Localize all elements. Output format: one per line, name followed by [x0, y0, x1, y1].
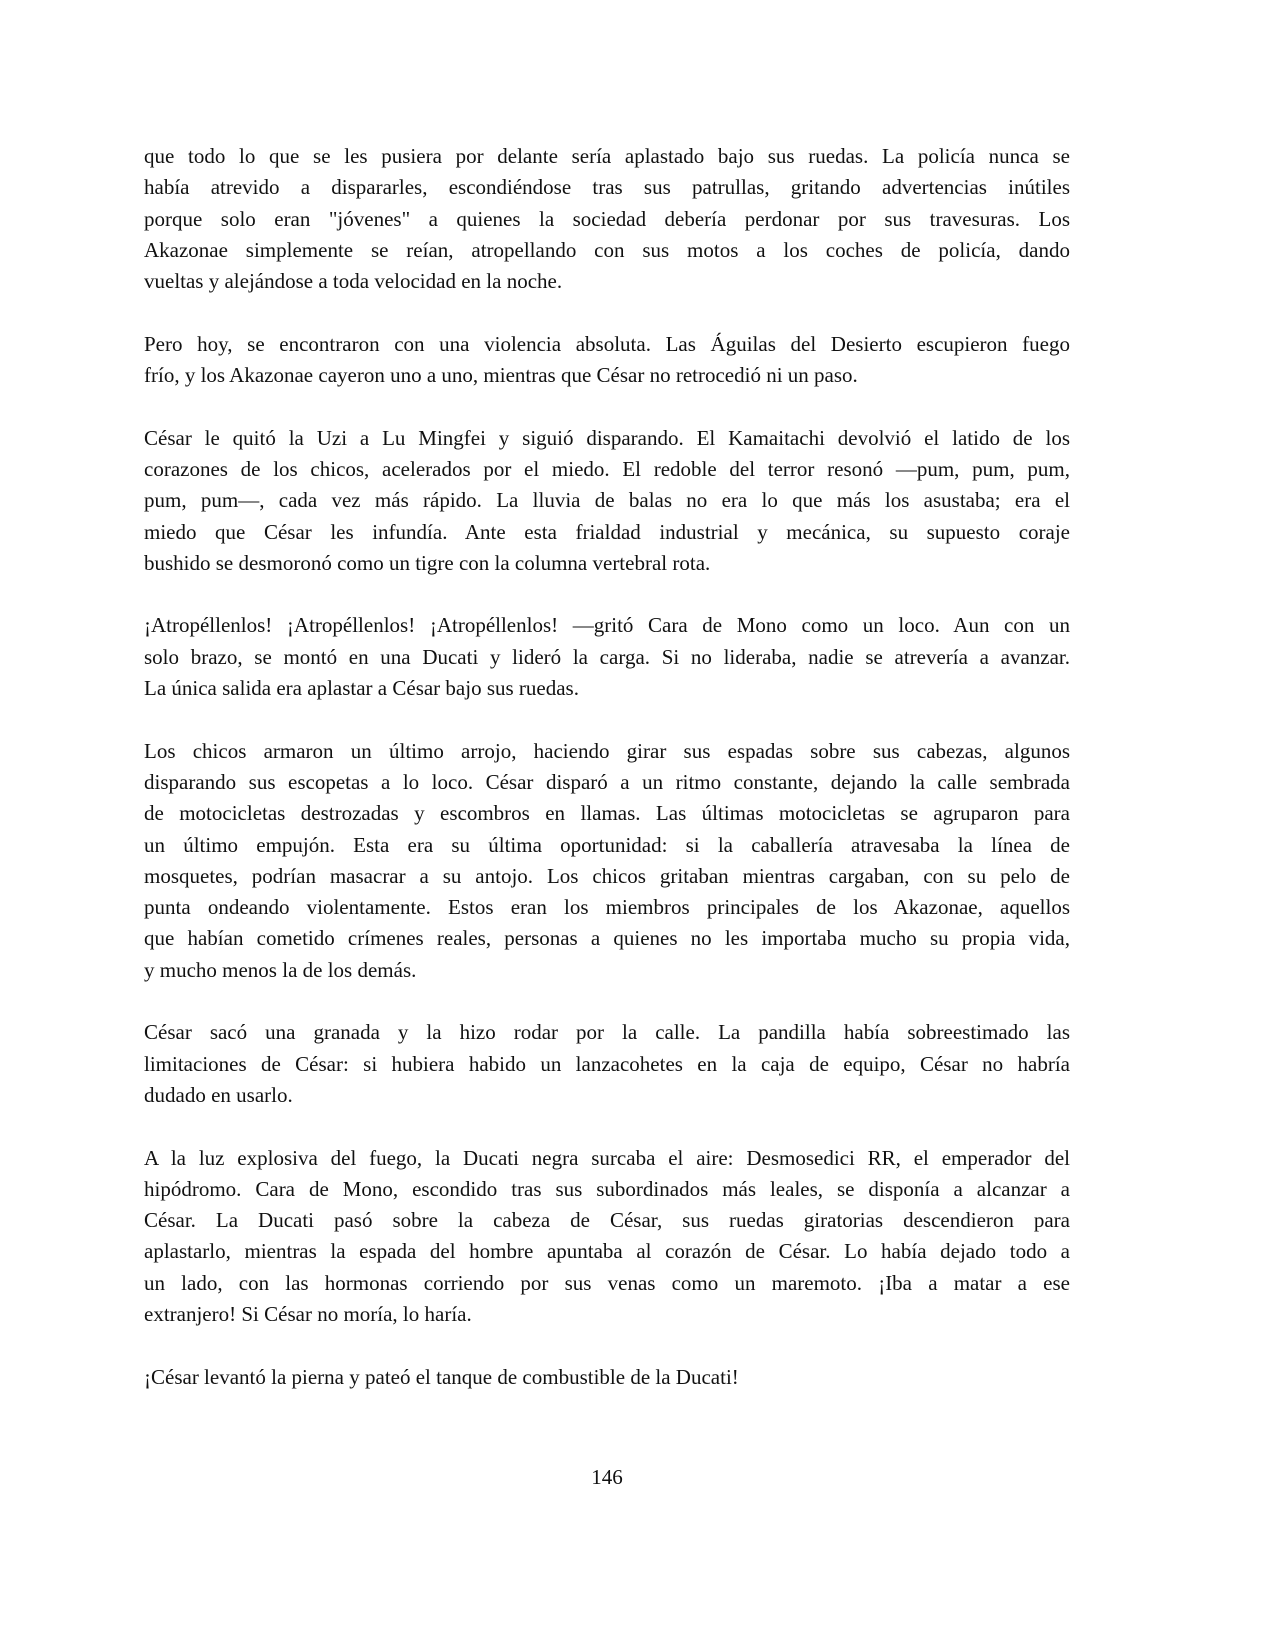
- paragraph: [144, 610, 1070, 704]
- text-line: que todo lo que se les pusiera por delante sería aplastado bajo sus ruedas. La policía nunca se: [144, 144, 1070, 168]
- paragraph: [144, 736, 1070, 986]
- text-line: aplastarlo, mientras la espada del hombre apuntaba al corazón de César. Lo había dejado todo a: [144, 1239, 1070, 1264]
- text-line: mosquetes, podrían masacrar a su antojo. Los chicos gritaban mientras cargaban, con su pelo de: [144, 863, 1070, 888]
- text-line: miedo que César les infundía. Ante esta frialdad industrial y mecánica, su supuesto coraje: [144, 519, 1070, 544]
- text-line: Pero hoy, se encontraron con una violencia absoluta. Las Águilas del Desierto escupieron fuego: [144, 331, 1070, 356]
- text-line: César sacó una granada y la hizo rodar por la calle. La pandilla había sobreestimado las: [144, 1020, 1070, 1045]
- text-line: limitaciones de César: si hubiera habido un lanzacohetes en la caja de equipo, César no habría: [144, 1051, 1070, 1076]
- text-line: había atrevido a dispararles, escondiéndose tras sus patrullas, gritando advertencias inútiles: [144, 175, 1070, 200]
- text-line: hipódromo. Cara de Mono, escondido tras sus subordinados más leales, se disponía a alcanzar a: [144, 1176, 1070, 1201]
- text-line: extranjero! Si César no moría, lo haría.: [144, 1301, 472, 1326]
- text-line: que habían cometido crímenes reales, personas a quienes no les importaba mucho su propia vida,: [144, 926, 1070, 951]
- paragraph: [144, 141, 1070, 297]
- text-line: La única salida era aplastar a César bajo sus ruedas.: [144, 676, 579, 701]
- paragraph: [144, 329, 1070, 392]
- text-line: porque solo eran "jóvenes" a quienes la sociedad debería perdonar por sus travesuras. Los: [144, 206, 1070, 231]
- text-line: y mucho menos la de los demás.: [144, 957, 417, 982]
- text-line: de motocicletas destrozadas y escombros en llamas. Las últimas motocicletas se agruparon para: [144, 801, 1070, 826]
- text-line: dudado en usarlo.: [144, 1082, 293, 1107]
- document-body: [144, 141, 1070, 1424]
- text-line: A la luz explosiva del fuego, la Ducati negra surcaba el aire: Desmosedici RR, el emperador del: [144, 1145, 1070, 1170]
- text-line: César. La Ducati pasó sobre la cabeza de César, sus ruedas giratorias descendieron para: [144, 1208, 1070, 1233]
- text-line: un último empujón. Esta era su última oportunidad: si la caballería atravesaba la línea de: [144, 832, 1070, 857]
- text-line: un lado, con las hormonas corriendo por sus venas como un maremoto. ¡Iba a matar a ese: [144, 1270, 1070, 1295]
- text-line: Akazonae simplemente se reían, atropellando con sus motos a los coches de policía, dando: [144, 237, 1070, 262]
- text-line: ¡Atropéllenlos! ¡Atropéllenlos! ¡Atropéllenlos! —gritó Cara de Mono como un loco. Aun con un: [144, 613, 1070, 638]
- text-line: César le quitó la Uzi a Lu Mingfei y siguió disparando. El Kamaitachi devolvió el latido de los: [144, 425, 1070, 450]
- page-number: 146: [591, 1465, 623, 1489]
- text-line: pum, pum—, cada vez más rápido. La lluvia de balas no era lo que más los asustaba; era el: [144, 488, 1070, 513]
- text-line: frío, y los Akazonae cayeron uno a uno, mientras que César no retrocedió ni un paso.: [144, 363, 858, 388]
- paragraph: [144, 423, 1070, 579]
- text-line: ¡César levantó la pierna y pateó el tanque de combustible de la Ducati!: [144, 1364, 739, 1389]
- text-line: disparando sus escopetas a lo loco. César disparó a un ritmo constante, dejando la calle sembrada: [144, 769, 1070, 794]
- paragraph: [144, 1017, 1070, 1111]
- text-line: Los chicos armaron un último arrojo, haciendo girar sus espadas sobre sus cabezas, algunos: [144, 738, 1070, 763]
- paragraph: [144, 1362, 1070, 1393]
- text-line: bushido se desmoronó como un tigre con la columna vertebral rota.: [144, 550, 711, 575]
- text-line: solo brazo, se montó en una Ducati y lideró la carga. Si no lideraba, nadie se atrevería a avanzar.: [144, 644, 1070, 669]
- text-line: vueltas y alejándose a toda velocidad en la noche.: [144, 269, 563, 294]
- text-line: corazones de los chicos, acelerados por el miedo. El redoble del terror resonó —pum, pum, pum,: [144, 456, 1070, 481]
- paragraph: [144, 1143, 1070, 1331]
- text-line: punta ondeando violentamente. Estos eran los miembros principales de los Akazonae, aquellos: [144, 895, 1070, 920]
